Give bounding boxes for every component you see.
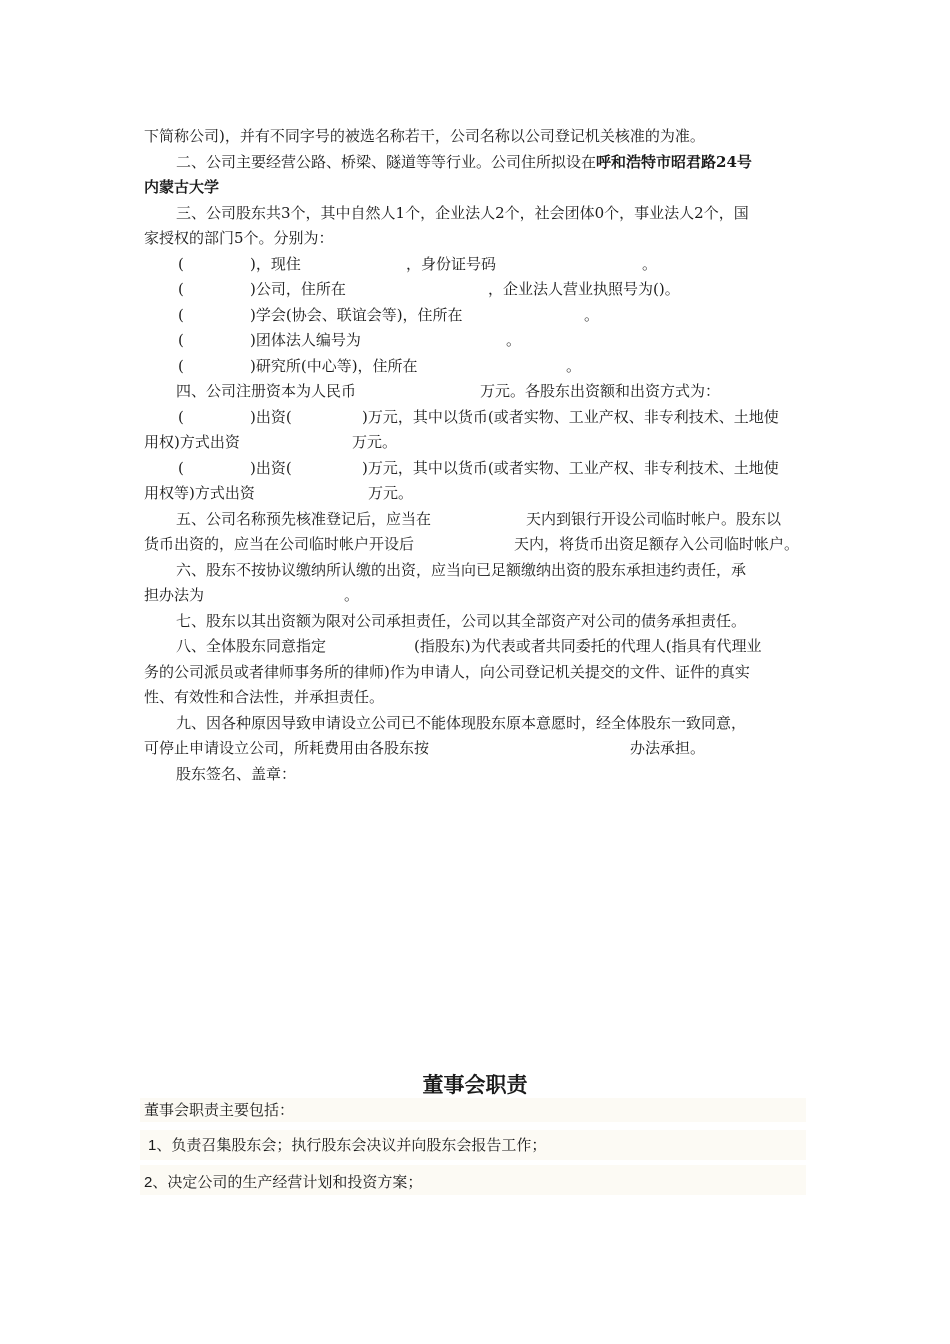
clause-9-line-1: 九、因各种原因导致申请设立公司已不能体现股东原本意愿时，经全体股东一致同意， [176,714,747,732]
duty-item-2: 2、决定公司的生产经营计划和投资方案； [144,1173,423,1191]
board-duties-title: 董事会职责 [422,1072,528,1097]
clause-7: 七、股东以其出资额为限对公司承担责任，公司以其全部资产对公司的债务承担责任。 [176,612,747,630]
board-duties-intro: 董事会职责主要包括： [144,1101,295,1119]
clause-2-line-2: 内蒙古大学 [144,178,220,196]
clause-2-line-1: 二、公司主要经营公路、桥梁、隧道等等行业。公司住所拟设在呼和浩特市昭君路24号 [176,153,752,171]
clause-8-line-2: 务的公司派员或者律师事务所的律师)作为申请人，向公司登记机关提交的文件、证件的真实 [144,663,750,681]
clause-6-line-1: 六、股东不按协议缴纳所认缴的出资，应当向已足额缴纳出资的股东承担违约责任，承 [176,561,747,579]
clause-3-line-1: 三、公司股东共3个，其中自然人1个，企业法人2个，社会团体0个，事业法人2个，国 [176,204,749,222]
para-company-name: 下简称公司)，并有不同字号的被选名称若干，公司名称以公司登记机关核准的为准。 [144,127,705,145]
company-address: 呼和浩特市昭君路24号 [596,153,752,171]
clause-3-line-2: 家授权的部门5个。分别为： [144,229,334,247]
clause-8-line-3: 性、有效性和合法性，并承担责任。 [144,688,385,706]
document-page: 下简称公司)，并有不同字号的被选名称若干，公司名称以公司登记机关核准的为准。 二、公司主要经营公路、桥梁、隧道等等行业。公司住所拟设在呼和浩特市昭君路24号 内蒙古大学 三、公司股东共3个，其中自然人1个，企业法人2个，社会团体0个，事业法人2个，国 家授权的部门5个。分别为： ( )，现住 ，身份证号码 。 ( )公司，住所在 ，企业法人营业执照号为()。 ( )学会(协会、联谊会等)，住所在 。 ( )团体法人编号为 。 ( )研究所(中心等)，住所在 。 四、公司注册资本为人民币 万元。各股东出资额和出资方式为： ( )出资( )万元，其中以货币(或者实物、工业产权、非专利技术、土地使 用权)方式出资 万元。 ( )出资( )万元，其中以货币(或者实物、工业产权、非专利技术、土地使 用权等)方式出资 万元。 五、公司名称预先核准登记后，应当在 天内到银行开设公司临时帐户。股东以 货币出资的，应当在公司临时帐户开设后 天内，将货币出资足额存入公司临时帐户。 六、股东不按协议缴纳所认缴的出资，应当向已足额缴纳出资的股东承担违约责任，承 担办法为 。 七、股东以其出资额为限对公司承担责任，公司以其全部资产对公司的债务承担责任。 八、全体股东同意指定 (指股东)为代表或者共同委托的代理人(指具有代理业 务的公司派员或者律师事务所的律师)作为申请人，向公司登记机关提交的文件、证件的真实 性、有效性和合法性，并承担责任。 九、因各种原因导致申请设立公司已不能体现股东原本意愿时，经全体股东一致同意， 可停止申请设立公司，所耗费用由各股东按 办法承担。 股东签名、盖章： 董事会职责 董事会职责主要包括： 1、负责召集股东会；执行股东会决议并向股东会报告工作； 2、决定公司的生产经营计划和投资方案； [0,0,950,1344]
duty-item-1: 1、负责召集股东会；执行股东会决议并向股东会报告工作； [148,1136,547,1154]
signature-label: 股东签名、盖章： [176,765,297,783]
